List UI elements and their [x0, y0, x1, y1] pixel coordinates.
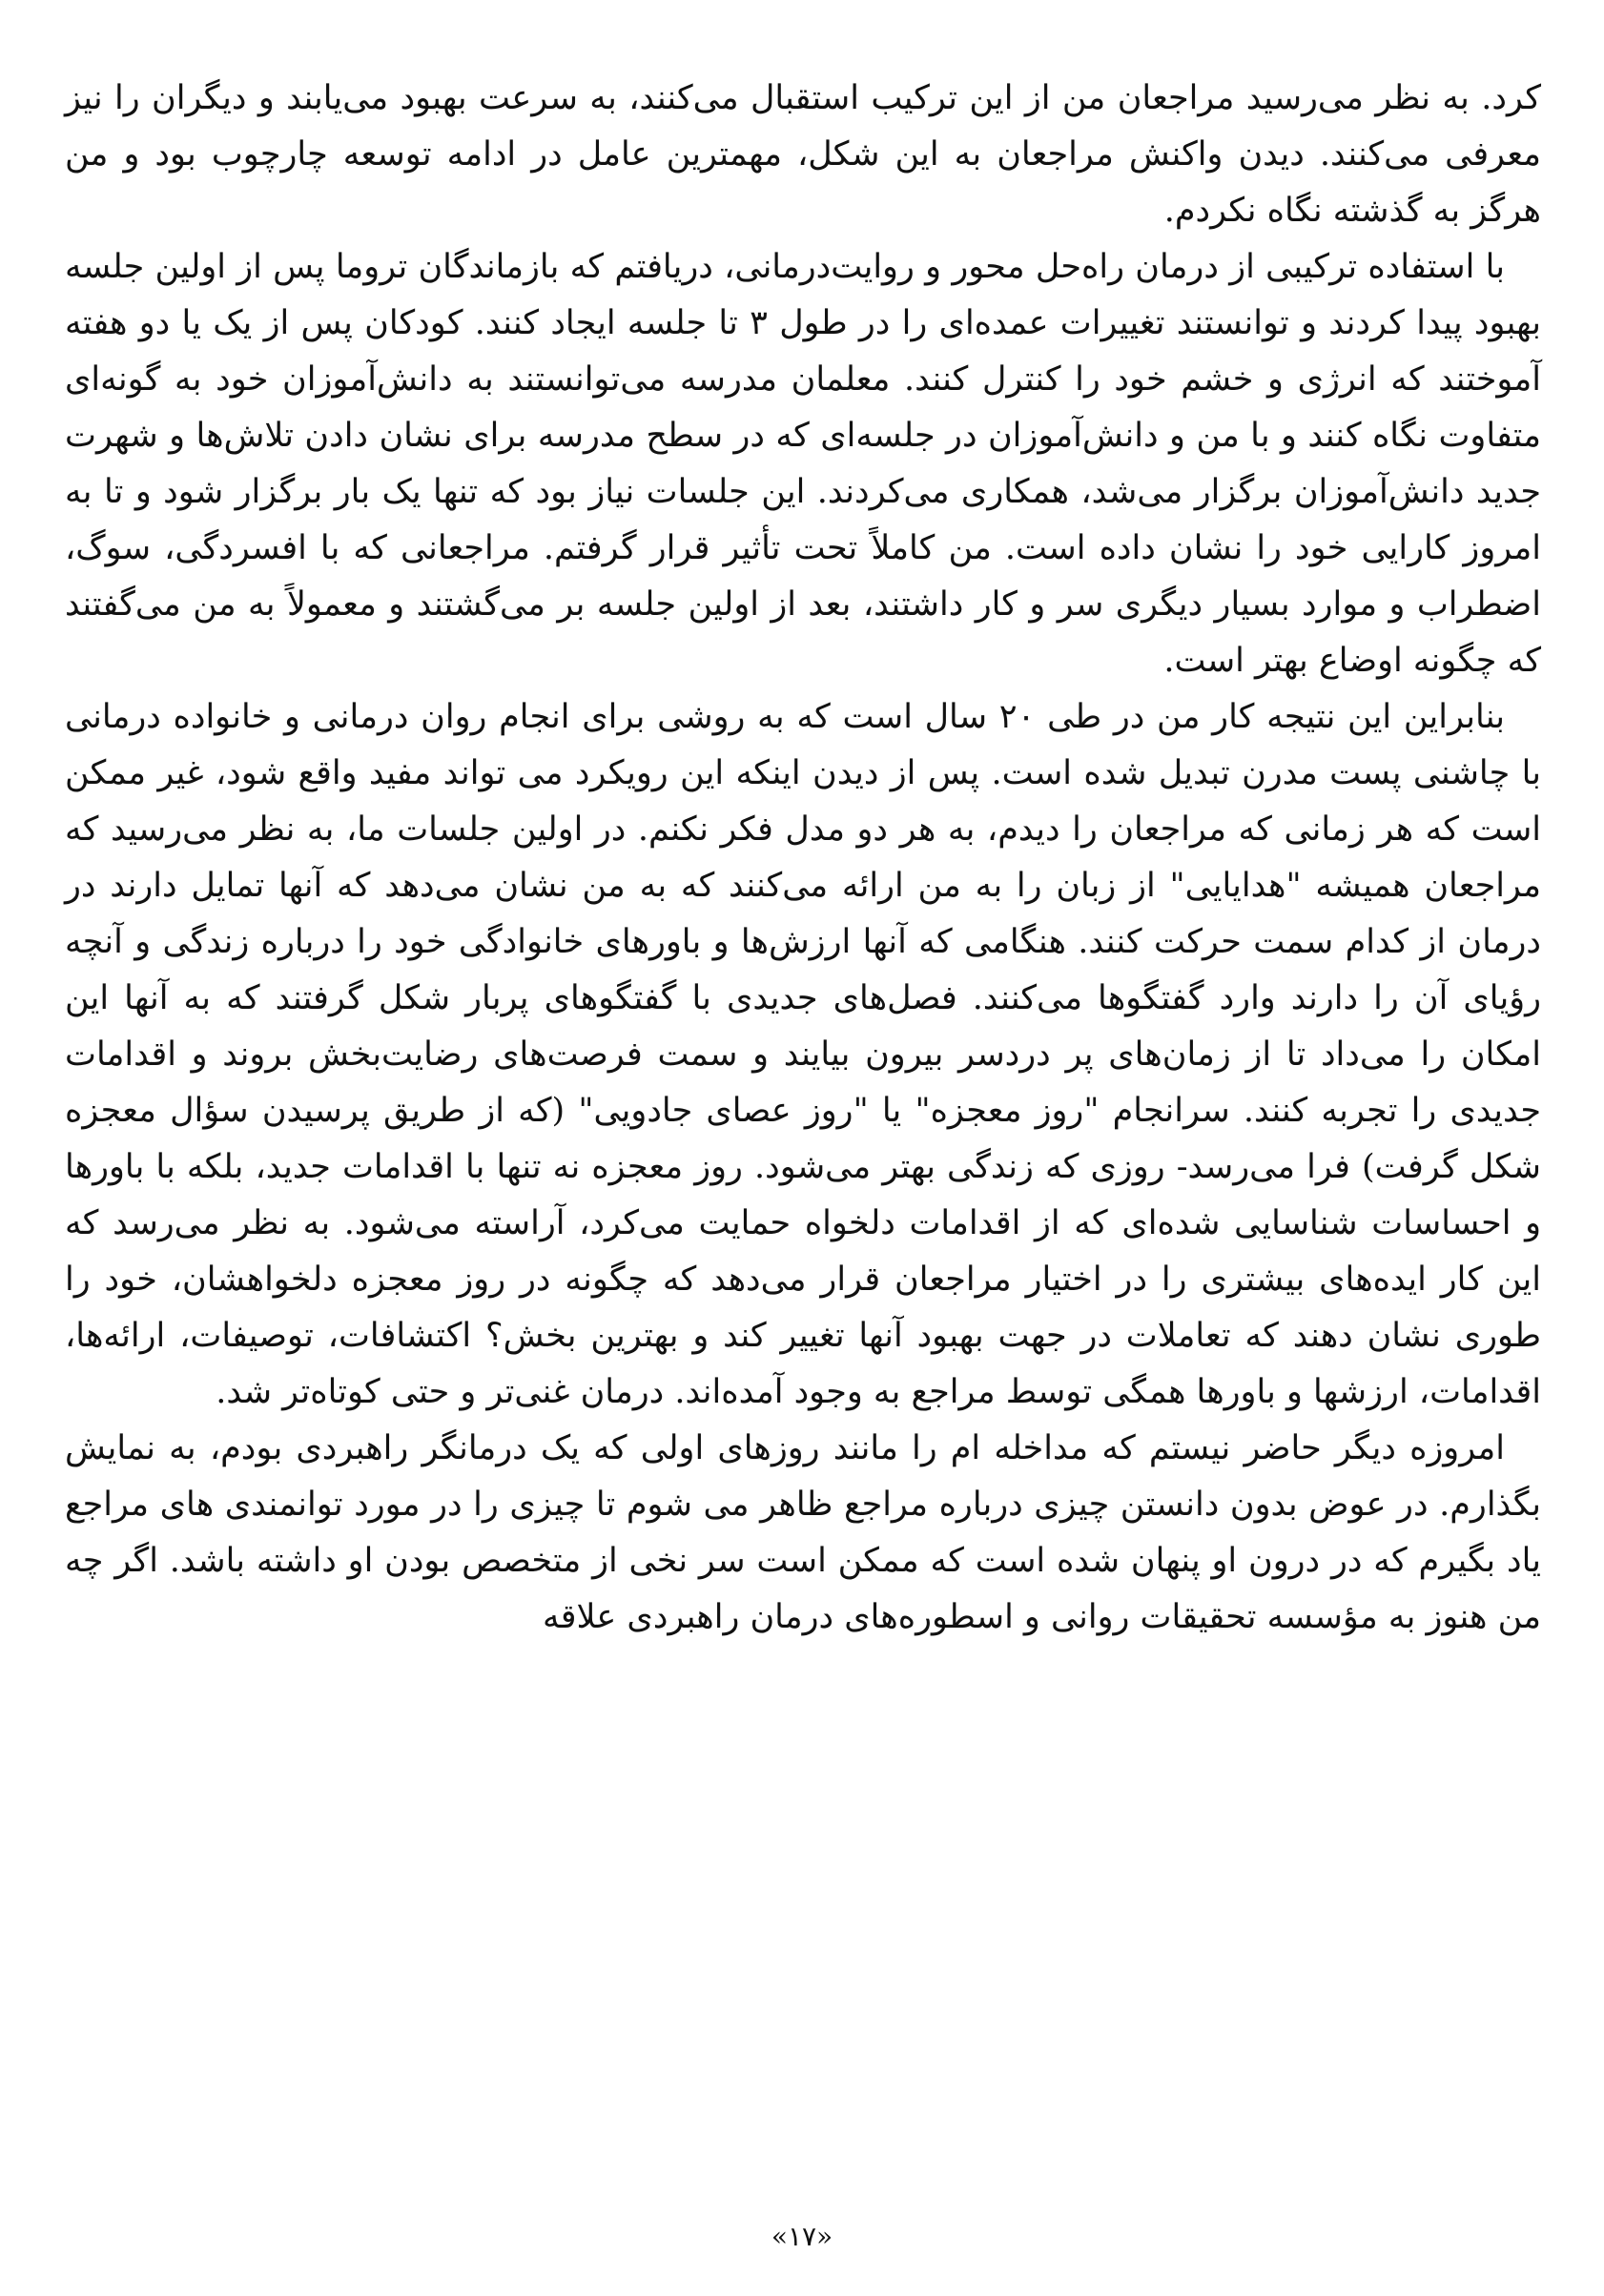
paragraph-1: کرد. به نظر می‌رسید مراجعان من از این ترکیب استقبال می‌کنند، به سرعت بهبود می‌یابند و دیگران را نیز معرفی می‌کنند. دیدن واکنش مراجعان به این شکل، مهمترین عامل در ادامه توسعه چارچوب بود و من هرگز به گذشته نگاه نکردم.: [65, 79, 1541, 230]
body-text: [65, 71, 1541, 1646]
paragraph-2: با استفاده ترکیبی از درمان راه‌حل محور و روایت‌درمانی، دریافتم که بازماندگان تروما پس از اولین جلسه بهبود پیدا کردند و توانستند تغییرات عمده‌ای را در طول ۳ تا جلسه ایجاد کنند. کودکان پس از یک یا دو هفته آموختند که انرژی و خشم خود را کنترل کنند. معلمان مدرسه می‌توانستند به دانش‌آموزان خود به گونه‌ای متفاوت نگاه کنند و با من و دانش‌آموزان در جلسه‌ای که در سطح مدرسه برای نشان دادن تلاش‌ها و شهرت جدید دانش‌آموزان برگزار می‌شد، همکاری می‌کردند. این جلسات نیاز بود که تنها یک بار برگزار شود و تا به امروز کارایی خود را نشان داده است. من کاملاً تحت تأثیر قرار گرفتم. مراجعانی که با افسردگی، سوگ، اضطراب و موارد بسیار دیگری سر و کار داشتند، بعد از اولین جلسه بر می‌گشتند و معمولاً به من می‌گفتند که چگونه اوضاع بهتر است.: [65, 248, 1542, 680]
paragraph-4: امروزه دیگر حاضر نیستم که مداخله ام را مانند روزهای اولی که یک درمانگر راهبردی بودم، به نمایش بگذارم. در عوض بدون دانستن چیزی درباره مراجع ظاهر می شوم تا چیزی را در مورد توانمندی های مراجع یاد بگیرم که در درون او پنهان شده است که ممکن است سر نخی از متخصص بودن او داشته باشد. اگر چه من هنوز به مؤسسه تحقیقات روانی و اسطوره‌های درمان راهبردی علاقه: [65, 1429, 1541, 1636]
page-number: «۱۷»: [771, 2221, 833, 2252]
paragraph-3: بنابراین این نتیجه کار من در طی ۲۰ سال است که به روشی برای انجام روان درمانی و خانواده درمانی با چاشنی پست مدرن تبدیل شده است. پس از دیدن اینکه این رویکرد می تواند مفید واقع شود، غیر ممکن است که هر زمانی که مراجعان را دیدم، به هر دو مدل فکر نکنم. در اولین جلسات ما، به نظر می‌رسید که مراجعان همیشه "هدایایی" از زبان را به من ارائه می‌کنند که به من نشان می‌دهد که آنها تمایل دارند در درمان از کدام سمت حرکت کنند. هنگامی که آنها ارزش‌ها و باورهای خانوادگی خود را درباره زندگی و آنچه رؤیای آن را دارند وارد گفتگوها می‌کنند. فصل‌های جدیدی با گفتگوهای پربار شکل گرفتند که به آنها این امکان را می‌داد تا از زمان‌های پر دردسر بیرون بیایند و سمت فرصت‌های رضایت‌بخش بروند و اقدامات جدیدی را تجربه کنند. سرانجام "روز معجزه" یا "روز عصای جادویی" (که از طریق پرسیدن سؤال معجزه شکل گرفت) فرا می‌رسد- روزی که زندگی بهتر می‌شود. روز معجزه نه تنها با اقدامات جدید، بلکه با باورها و احساسات شناسایی شده‌ای که از اقدامات دلخواه حمایت می‌کرد، آراسته می‌شود. به نظر می‌رسد که این کار ایده‌های بیشتری را در اختیار مراجعان قرار می‌دهد که چگونه در روز معجزه دلخواهشان، خود را طوری نشان دهند که تعاملات در جهت بهبود آنها تغییر کند و بهترین بخش؟ اکتشافات، توصیفات، ارائه‌ها، اقدامات، ارزشها و باورها همگی توسط مراجع به وجود آمده‌اند. درمان غنی‌تر و حتی کوتاه‌تر شد.: [65, 698, 1541, 1411]
